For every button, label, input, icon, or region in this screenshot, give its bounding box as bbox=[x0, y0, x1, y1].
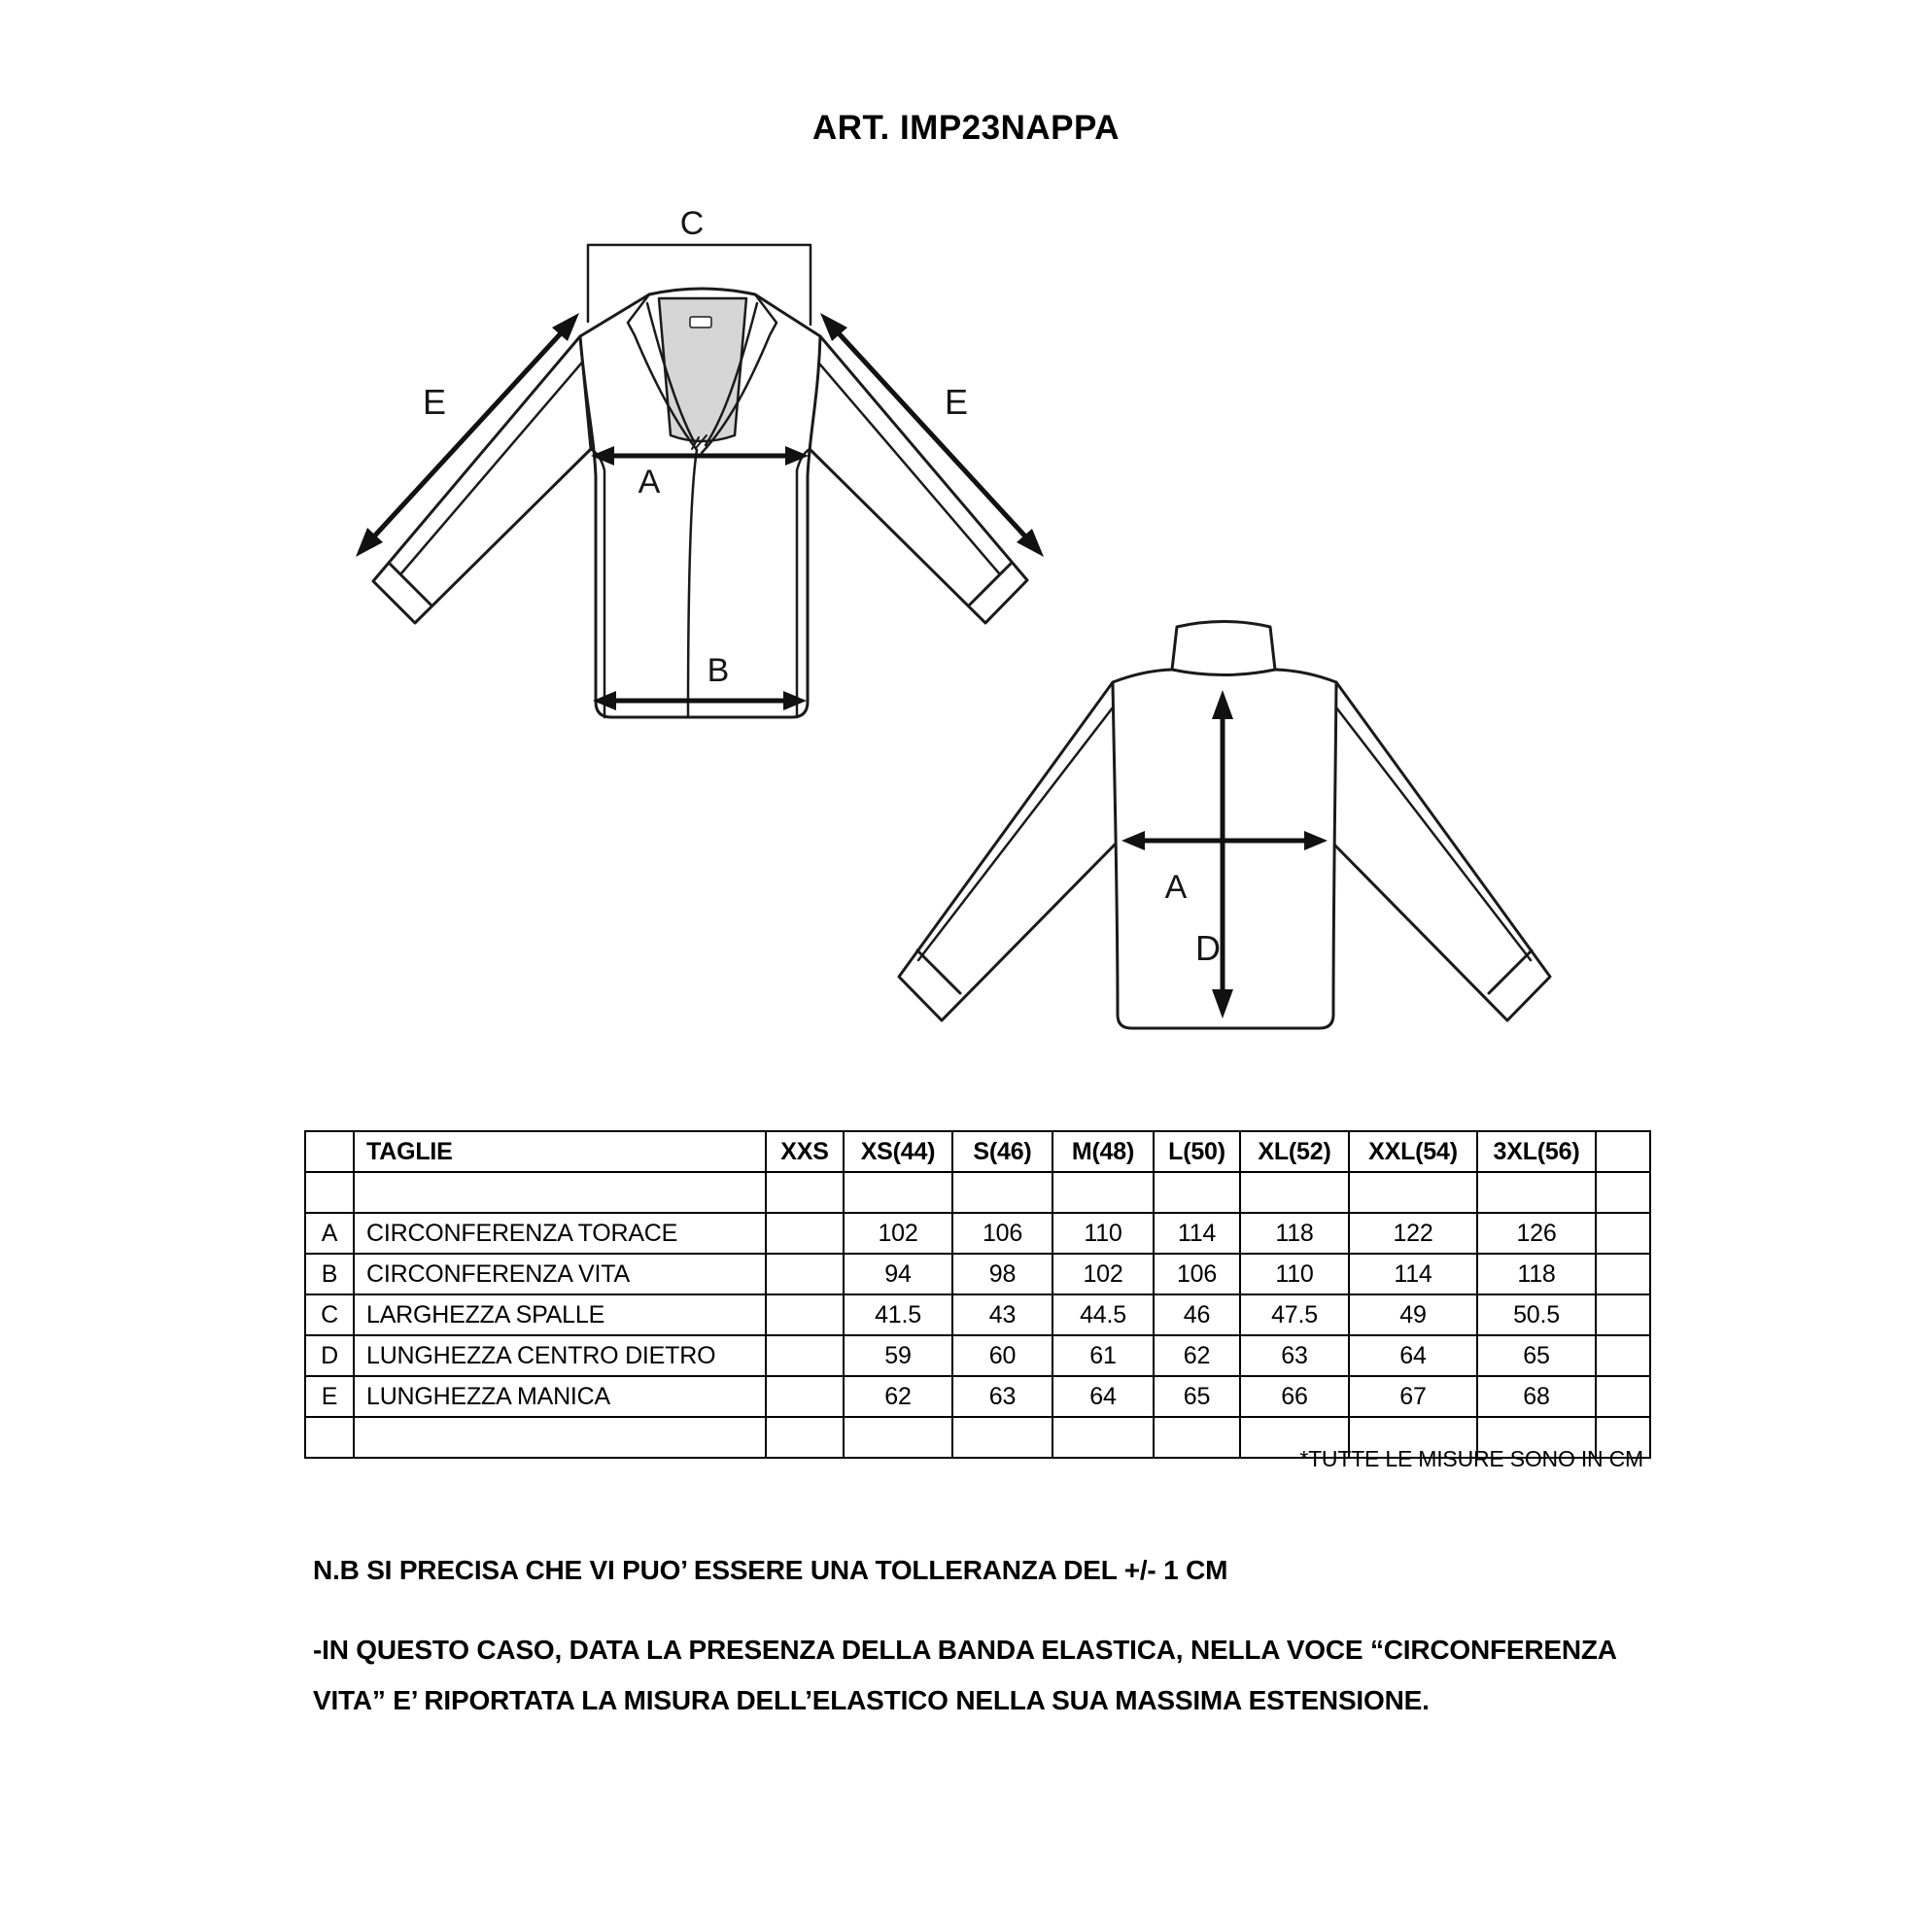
size-col-header: XXL(54) bbox=[1349, 1131, 1477, 1172]
empty-cell bbox=[1349, 1172, 1477, 1213]
back-view-diagram bbox=[899, 622, 1550, 1029]
end-cell bbox=[1596, 1254, 1650, 1294]
empty-cell bbox=[1154, 1172, 1240, 1213]
size-value: 61 bbox=[1052, 1335, 1154, 1376]
size-value: 63 bbox=[952, 1376, 1052, 1417]
elastic-band-note-line1: -IN QUESTO CASO, DATA LA PRESENZA DELLA BANDA ELASTICA, NELLA VOCE “CIRCONFERENZA bbox=[313, 1635, 1617, 1665]
size-value: 102 bbox=[1052, 1254, 1154, 1294]
right-sleeve-label: E bbox=[944, 382, 969, 422]
taglie-header: TAGLIE bbox=[354, 1131, 766, 1172]
size-col-header: S(46) bbox=[952, 1131, 1052, 1172]
size-value: 50.5 bbox=[1477, 1294, 1596, 1335]
size-value: 122 bbox=[1349, 1213, 1477, 1254]
elastic-band-note-line2: VITA” E’ RIPORTATA LA MISURA DELL’ELASTICO NELLA SUA MASSIMA ESTENSIONE. bbox=[313, 1685, 1430, 1715]
front-view-diagram bbox=[356, 205, 1044, 717]
end-cell bbox=[1596, 1335, 1650, 1376]
left-sleeve-label: E bbox=[422, 382, 447, 422]
page-title: ART. IMP23NAPPA bbox=[811, 109, 1121, 147]
empty-cell bbox=[1240, 1172, 1349, 1213]
size-value: 47.5 bbox=[1240, 1294, 1349, 1335]
size-value: 118 bbox=[1240, 1213, 1349, 1254]
size-value: 62 bbox=[1154, 1335, 1240, 1376]
back-right-sleeve bbox=[1327, 682, 1550, 1020]
size-value: 67 bbox=[1349, 1376, 1477, 1417]
empty-cell bbox=[305, 1172, 354, 1213]
table-row bbox=[305, 1172, 1650, 1213]
size-value: 118 bbox=[1477, 1254, 1596, 1294]
size-value bbox=[766, 1254, 844, 1294]
hanger-loop bbox=[690, 317, 711, 328]
size-value: 106 bbox=[1154, 1254, 1240, 1294]
size-value: 66 bbox=[1240, 1376, 1349, 1417]
size-value: 114 bbox=[1154, 1213, 1240, 1254]
size-value: 63 bbox=[1240, 1335, 1349, 1376]
front-right-sleeve bbox=[808, 336, 1027, 623]
size-value: 65 bbox=[1477, 1335, 1596, 1376]
size-col-header: M(48) bbox=[1052, 1131, 1154, 1172]
measure-letter: D bbox=[305, 1335, 354, 1376]
table-row bbox=[305, 1376, 1650, 1417]
size-col-header: XL(52) bbox=[1240, 1131, 1349, 1172]
measure-letter: A bbox=[305, 1213, 354, 1254]
empty-cell bbox=[1596, 1172, 1650, 1213]
empty-cell bbox=[1477, 1172, 1596, 1213]
end-cell bbox=[1596, 1213, 1650, 1254]
size-value: 59 bbox=[844, 1335, 952, 1376]
table-row bbox=[305, 1335, 1650, 1376]
size-value: 114 bbox=[1349, 1254, 1477, 1294]
size-value: 106 bbox=[952, 1213, 1052, 1254]
size-value: 110 bbox=[1240, 1254, 1349, 1294]
size-value bbox=[766, 1213, 844, 1254]
front-left-sleeve bbox=[373, 336, 593, 623]
size-value: 64 bbox=[1052, 1376, 1154, 1417]
back-chest-label: A bbox=[1164, 869, 1188, 906]
size-value: 126 bbox=[1477, 1213, 1596, 1254]
size-col-header: XS(44) bbox=[844, 1131, 952, 1172]
empty-cell bbox=[844, 1172, 952, 1213]
size-value: 43 bbox=[952, 1294, 1052, 1335]
size-table bbox=[304, 1130, 1651, 1459]
size-value: 102 bbox=[844, 1213, 952, 1254]
end-cell bbox=[1596, 1294, 1650, 1335]
size-col-header: XXS bbox=[766, 1131, 844, 1172]
empty-cell bbox=[354, 1172, 766, 1213]
size-value: 62 bbox=[844, 1376, 952, 1417]
size-value bbox=[766, 1294, 844, 1335]
measure-label: LUNGHEZZA MANICA bbox=[354, 1376, 766, 1417]
measure-letter: E bbox=[305, 1376, 354, 1417]
units-footnote: *TUTTE LE MISURE SONO IN CM bbox=[1299, 1446, 1643, 1471]
size-col-header: 3XL(56) bbox=[1477, 1131, 1596, 1172]
measure-label: LUNGHEZZA CENTRO DIETRO bbox=[354, 1335, 766, 1376]
back-collar bbox=[1172, 622, 1275, 675]
size-value bbox=[766, 1335, 844, 1376]
size-value: 68 bbox=[1477, 1376, 1596, 1417]
corner-cell bbox=[305, 1131, 354, 1172]
end-cell bbox=[1596, 1376, 1650, 1417]
size-value bbox=[766, 1376, 844, 1417]
measure-letter: B bbox=[305, 1254, 354, 1294]
end-cell bbox=[1596, 1131, 1650, 1172]
front-shoulder-label: C bbox=[679, 205, 705, 242]
size-value: 64 bbox=[1349, 1335, 1477, 1376]
size-value: 49 bbox=[1349, 1294, 1477, 1335]
size-value: 110 bbox=[1052, 1213, 1154, 1254]
empty-cell bbox=[766, 1172, 844, 1213]
size-col-header: L(50) bbox=[1154, 1131, 1240, 1172]
size-value: 65 bbox=[1154, 1376, 1240, 1417]
table-row bbox=[305, 1254, 1650, 1294]
measure-label: CIRCONFERENZA VITA bbox=[354, 1254, 766, 1294]
size-value: 60 bbox=[952, 1335, 1052, 1376]
elastic-band-note bbox=[313, 1625, 1693, 1726]
table-row bbox=[305, 1294, 1650, 1335]
size-value: 98 bbox=[952, 1254, 1052, 1294]
back-length-label: D bbox=[1195, 928, 1221, 968]
measure-letter: C bbox=[305, 1294, 354, 1335]
size-value: 41.5 bbox=[844, 1294, 952, 1335]
table-row bbox=[305, 1213, 1650, 1254]
size-value: 46 bbox=[1154, 1294, 1240, 1335]
front-chest-label: A bbox=[638, 464, 661, 500]
table-row bbox=[305, 1131, 1650, 1172]
size-value: 94 bbox=[844, 1254, 952, 1294]
back-left-sleeve bbox=[899, 682, 1122, 1020]
measure-label: CIRCONFERENZA TORACE bbox=[354, 1213, 766, 1254]
empty-cell bbox=[952, 1172, 1052, 1213]
measure-label: LARGHEZZA SPALLE bbox=[354, 1294, 766, 1335]
front-waist-label: B bbox=[707, 652, 730, 689]
size-value: 44.5 bbox=[1052, 1294, 1154, 1335]
tolerance-note: N.B SI PRECISA CHE VI PUO’ ESSERE UNA TOLLERANZA DEL +/- 1 CM bbox=[313, 1555, 1228, 1585]
empty-cell bbox=[1052, 1172, 1154, 1213]
